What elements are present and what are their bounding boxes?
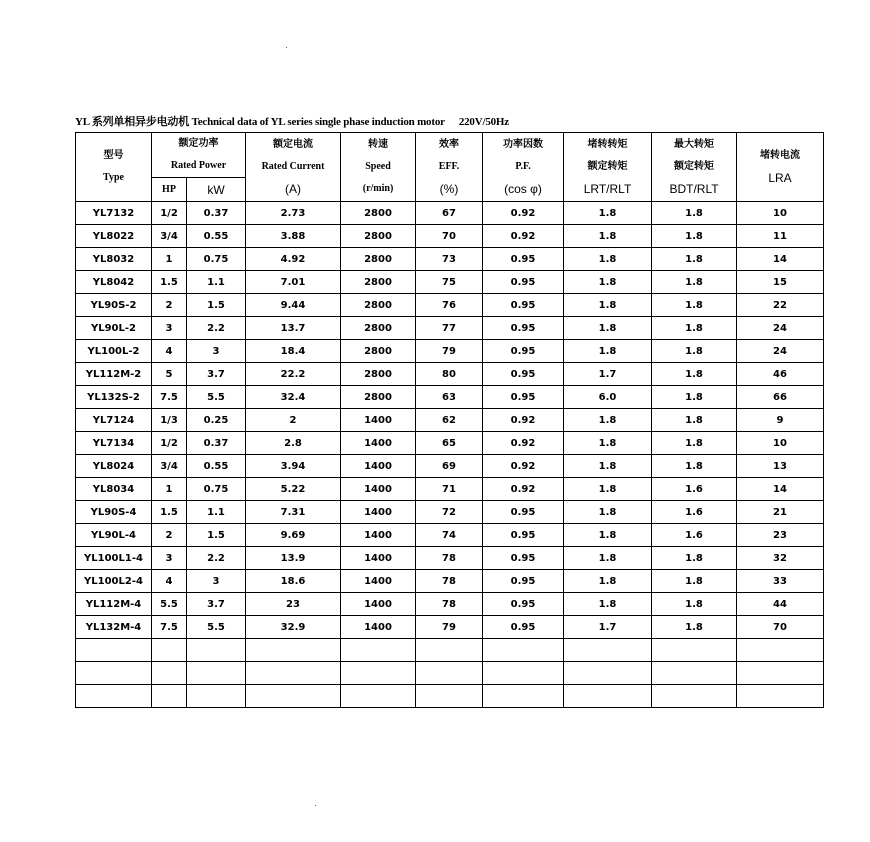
cell-speed: 2800 xyxy=(341,363,416,386)
cell-type: YL90L-4 xyxy=(76,524,152,547)
cell-pf: 0.95 xyxy=(483,248,564,271)
cell-pf: 0.95 xyxy=(483,616,564,639)
cell-lra: 66 xyxy=(737,386,824,409)
cell-hp: 4 xyxy=(152,340,187,363)
cell-type: YL132S-2 xyxy=(76,386,152,409)
cell-pf: 0.95 xyxy=(483,340,564,363)
cell-eff: 79 xyxy=(416,340,483,363)
cell-lrt: 1.7 xyxy=(564,616,652,639)
cell-lra: 24 xyxy=(737,340,824,363)
cell-bdt: 1.6 xyxy=(652,478,737,501)
cell-kw: 5.5 xyxy=(187,386,246,409)
cell-eff: 78 xyxy=(416,593,483,616)
cell-bdt: 1.8 xyxy=(652,455,737,478)
table-row xyxy=(76,317,824,340)
cell-eff: 65 xyxy=(416,432,483,455)
cell-lrt: 1.8 xyxy=(564,294,652,317)
cell-bdt: 1.8 xyxy=(652,340,737,363)
cell-lrt: 1.8 xyxy=(564,524,652,547)
cell-type: YL8024 xyxy=(76,455,152,478)
cell-hp: 3/4 xyxy=(152,225,187,248)
cell-lra: 14 xyxy=(737,248,824,271)
table-row xyxy=(76,639,824,662)
cell-eff xyxy=(416,639,483,662)
cell-eff: 77 xyxy=(416,317,483,340)
cell-lrt: 1.8 xyxy=(564,478,652,501)
cell-type xyxy=(76,662,152,685)
cell-kw: 3 xyxy=(187,570,246,593)
cell-lra: 23 xyxy=(737,524,824,547)
cell-kw: 0.25 xyxy=(187,409,246,432)
cell-current: 5.22 xyxy=(246,478,341,501)
cell-speed xyxy=(341,685,416,708)
cell-kw: 0.37 xyxy=(187,202,246,225)
cell-type: YL8022 xyxy=(76,225,152,248)
cell-lrt: 1.8 xyxy=(564,455,652,478)
cell-current: 3.88 xyxy=(246,225,341,248)
cell-eff xyxy=(416,685,483,708)
cell-current: 3.94 xyxy=(246,455,341,478)
title-voltage: 220V/50Hz xyxy=(458,116,509,128)
header-lra: 堵转电流 LRA xyxy=(737,133,824,202)
cell-kw: 2.2 xyxy=(187,317,246,340)
cell-eff: 73 xyxy=(416,248,483,271)
cell-type: YL7132 xyxy=(76,202,152,225)
cell-pf: 0.95 xyxy=(483,294,564,317)
cell-bdt: 1.8 xyxy=(652,616,737,639)
cell-eff: 70 xyxy=(416,225,483,248)
cell-bdt: 1.8 xyxy=(652,294,737,317)
cell-speed: 2800 xyxy=(341,386,416,409)
cell-lra: 13 xyxy=(737,455,824,478)
cell-type: YL7124 xyxy=(76,409,152,432)
cell-hp: 2 xyxy=(152,294,187,317)
table-row xyxy=(76,616,824,639)
cell-lra xyxy=(737,662,824,685)
cell-current: 23 xyxy=(246,593,341,616)
cell-speed: 2800 xyxy=(341,294,416,317)
table-row xyxy=(76,248,824,271)
table-row xyxy=(76,524,824,547)
cell-hp: 1 xyxy=(152,478,187,501)
cell-lrt: 1.7 xyxy=(564,363,652,386)
cell-kw: 3.7 xyxy=(187,593,246,616)
header-bdt: 最大转矩 额定转矩 BDT/RLT xyxy=(652,133,737,202)
cell-pf: 0.95 xyxy=(483,570,564,593)
cell-speed: 1400 xyxy=(341,501,416,524)
cell-speed: 2800 xyxy=(341,317,416,340)
cell-current: 18.4 xyxy=(246,340,341,363)
cell-pf: 0.95 xyxy=(483,524,564,547)
cell-current xyxy=(246,685,341,708)
cell-bdt xyxy=(652,662,737,685)
cell-hp: 1 xyxy=(152,248,187,271)
cell-lra: 32 xyxy=(737,547,824,570)
cell-pf: 0.95 xyxy=(483,363,564,386)
cell-type: YL7134 xyxy=(76,432,152,455)
cell-lrt: 1.8 xyxy=(564,593,652,616)
cell-hp: 1/3 xyxy=(152,409,187,432)
cell-pf: 0.95 xyxy=(483,386,564,409)
cell-lra: 22 xyxy=(737,294,824,317)
cell-hp: 7.5 xyxy=(152,616,187,639)
cell-current: 9.69 xyxy=(246,524,341,547)
header-lrt: 堵转转矩 额定转矩 LRT/RLT xyxy=(564,133,652,202)
cell-lrt: 1.8 xyxy=(564,570,652,593)
cell-speed: 1400 xyxy=(341,524,416,547)
title-main: YL 系列单相异步电动机 Technical data of YL series single phase induction motor xyxy=(75,116,445,128)
cell-current: 32.4 xyxy=(246,386,341,409)
cell-eff: 76 xyxy=(416,294,483,317)
cell-hp: 5 xyxy=(152,363,187,386)
cell-hp xyxy=(152,662,187,685)
cell-type: YL100L2-4 xyxy=(76,570,152,593)
cell-type: YL8042 xyxy=(76,271,152,294)
cell-eff: 67 xyxy=(416,202,483,225)
cell-kw: 1.1 xyxy=(187,271,246,294)
cell-speed xyxy=(341,662,416,685)
cell-lra: 10 xyxy=(737,432,824,455)
cell-bdt: 1.8 xyxy=(652,271,737,294)
cell-pf: 0.95 xyxy=(483,547,564,570)
cell-hp xyxy=(152,685,187,708)
cell-hp: 1.5 xyxy=(152,501,187,524)
cell-lra: 10 xyxy=(737,202,824,225)
cell-speed: 1400 xyxy=(341,570,416,593)
cell-current: 22.2 xyxy=(246,363,341,386)
table-row xyxy=(76,294,824,317)
cell-current: 2.73 xyxy=(246,202,341,225)
cell-speed: 1400 xyxy=(341,478,416,501)
cell-hp xyxy=(152,639,187,662)
cell-pf: 0.95 xyxy=(483,501,564,524)
cell-bdt: 1.8 xyxy=(652,386,737,409)
header-kw: kW xyxy=(187,178,246,202)
cell-lra: 70 xyxy=(737,616,824,639)
table-row xyxy=(76,386,824,409)
table-row xyxy=(76,432,824,455)
cell-pf xyxy=(483,662,564,685)
cell-eff: 62 xyxy=(416,409,483,432)
cell-eff: 80 xyxy=(416,363,483,386)
cell-eff: 74 xyxy=(416,524,483,547)
cell-type: YL8032 xyxy=(76,248,152,271)
cell-lrt: 1.8 xyxy=(564,547,652,570)
table-row xyxy=(76,570,824,593)
cell-type: YL100L1-4 xyxy=(76,547,152,570)
cell-speed: 1400 xyxy=(341,432,416,455)
cell-lra xyxy=(737,639,824,662)
cell-eff: 69 xyxy=(416,455,483,478)
cell-lra: 33 xyxy=(737,570,824,593)
cell-lrt: 1.8 xyxy=(564,271,652,294)
cell-kw: 0.75 xyxy=(187,248,246,271)
cell-current xyxy=(246,662,341,685)
table-body xyxy=(76,202,824,708)
cell-kw: 1.1 xyxy=(187,501,246,524)
cell-hp: 2 xyxy=(152,524,187,547)
cell-hp: 1.5 xyxy=(152,271,187,294)
header-speed: 转速 Speed (r/min) xyxy=(341,133,416,202)
cell-type xyxy=(76,639,152,662)
cell-lrt: 1.8 xyxy=(564,317,652,340)
cell-type xyxy=(76,685,152,708)
cell-eff: 71 xyxy=(416,478,483,501)
cell-eff: 79 xyxy=(416,616,483,639)
cell-bdt: 1.8 xyxy=(652,409,737,432)
table-row xyxy=(76,662,824,685)
cell-pf: 0.95 xyxy=(483,317,564,340)
cell-speed: 1400 xyxy=(341,547,416,570)
table-row xyxy=(76,593,824,616)
header-pf: 功率因数 P.F. (cos φ) xyxy=(483,133,564,202)
cell-kw xyxy=(187,685,246,708)
cell-lra: 11 xyxy=(737,225,824,248)
speck-bottom xyxy=(315,805,316,806)
speck-top xyxy=(286,47,287,48)
cell-pf: 0.92 xyxy=(483,225,564,248)
cell-type: YL90S-2 xyxy=(76,294,152,317)
cell-eff: 72 xyxy=(416,501,483,524)
cell-kw: 0.75 xyxy=(187,478,246,501)
cell-lrt xyxy=(564,662,652,685)
cell-lrt: 1.8 xyxy=(564,501,652,524)
cell-kw: 5.5 xyxy=(187,616,246,639)
cell-bdt: 1.8 xyxy=(652,248,737,271)
cell-bdt: 1.8 xyxy=(652,202,737,225)
cell-pf xyxy=(483,685,564,708)
cell-kw: 0.37 xyxy=(187,432,246,455)
cell-lrt: 1.8 xyxy=(564,225,652,248)
header-eff: 效率 EFF. (%) xyxy=(416,133,483,202)
cell-pf: 0.95 xyxy=(483,271,564,294)
table-row xyxy=(76,455,824,478)
cell-kw: 1.5 xyxy=(187,524,246,547)
cell-hp: 5.5 xyxy=(152,593,187,616)
cell-bdt: 1.8 xyxy=(652,547,737,570)
cell-lra xyxy=(737,685,824,708)
table-row xyxy=(76,202,824,225)
cell-speed: 2800 xyxy=(341,271,416,294)
cell-eff: 63 xyxy=(416,386,483,409)
cell-lrt: 1.8 xyxy=(564,409,652,432)
cell-hp: 1/2 xyxy=(152,202,187,225)
cell-speed: 2800 xyxy=(341,202,416,225)
table-row xyxy=(76,409,824,432)
cell-lrt: 1.8 xyxy=(564,432,652,455)
table-row xyxy=(76,478,824,501)
cell-pf: 0.95 xyxy=(483,593,564,616)
motor-spec-table xyxy=(75,132,824,708)
header-rated-current: 额定电流 Rated Current (A) xyxy=(246,133,341,202)
table-row xyxy=(76,501,824,524)
cell-lrt: 1.8 xyxy=(564,202,652,225)
cell-kw: 0.55 xyxy=(187,225,246,248)
header-rated-power: 额定功率 Rated Power xyxy=(152,133,246,178)
cell-eff xyxy=(416,662,483,685)
cell-kw: 3 xyxy=(187,340,246,363)
cell-type: YL90L-2 xyxy=(76,317,152,340)
cell-type: YL132M-4 xyxy=(76,616,152,639)
table-row xyxy=(76,225,824,248)
cell-type: YL8034 xyxy=(76,478,152,501)
cell-current: 9.44 xyxy=(246,294,341,317)
cell-lra: 24 xyxy=(737,317,824,340)
cell-hp: 3/4 xyxy=(152,455,187,478)
cell-current: 7.31 xyxy=(246,501,341,524)
cell-pf: 0.92 xyxy=(483,409,564,432)
cell-speed xyxy=(341,639,416,662)
cell-lrt xyxy=(564,639,652,662)
cell-eff: 75 xyxy=(416,271,483,294)
cell-current: 13.9 xyxy=(246,547,341,570)
cell-speed: 1400 xyxy=(341,616,416,639)
cell-current: 7.01 xyxy=(246,271,341,294)
cell-pf xyxy=(483,639,564,662)
cell-lra: 46 xyxy=(737,363,824,386)
cell-eff: 78 xyxy=(416,570,483,593)
cell-pf: 0.92 xyxy=(483,202,564,225)
table-row xyxy=(76,547,824,570)
cell-hp: 3 xyxy=(152,547,187,570)
cell-kw: 1.5 xyxy=(187,294,246,317)
cell-bdt: 1.8 xyxy=(652,363,737,386)
cell-current: 2 xyxy=(246,409,341,432)
cell-bdt: 1.8 xyxy=(652,317,737,340)
cell-current: 18.6 xyxy=(246,570,341,593)
cell-current xyxy=(246,639,341,662)
cell-kw xyxy=(187,639,246,662)
cell-hp: 4 xyxy=(152,570,187,593)
cell-lrt: 1.8 xyxy=(564,248,652,271)
cell-kw: 3.7 xyxy=(187,363,246,386)
cell-current: 32.9 xyxy=(246,616,341,639)
table-row xyxy=(76,271,824,294)
table-row xyxy=(76,685,824,708)
cell-lrt: 1.8 xyxy=(564,340,652,363)
cell-lrt: 6.0 xyxy=(564,386,652,409)
cell-bdt: 1.8 xyxy=(652,225,737,248)
cell-type: YL100L-2 xyxy=(76,340,152,363)
cell-lra: 15 xyxy=(737,271,824,294)
cell-kw: 2.2 xyxy=(187,547,246,570)
cell-speed: 1400 xyxy=(341,593,416,616)
cell-lra: 21 xyxy=(737,501,824,524)
cell-lra: 44 xyxy=(737,593,824,616)
cell-type: YL112M-2 xyxy=(76,363,152,386)
cell-speed: 1400 xyxy=(341,455,416,478)
cell-hp: 3 xyxy=(152,317,187,340)
cell-bdt: 1.6 xyxy=(652,524,737,547)
document-title xyxy=(75,113,509,129)
cell-bdt xyxy=(652,685,737,708)
cell-speed: 2800 xyxy=(341,340,416,363)
header-hp: HP xyxy=(152,178,187,202)
cell-bdt xyxy=(652,639,737,662)
cell-kw: 0.55 xyxy=(187,455,246,478)
cell-current: 4.92 xyxy=(246,248,341,271)
cell-bdt: 1.8 xyxy=(652,593,737,616)
cell-pf: 0.92 xyxy=(483,455,564,478)
cell-bdt: 1.6 xyxy=(652,501,737,524)
cell-kw xyxy=(187,662,246,685)
cell-lra: 9 xyxy=(737,409,824,432)
cell-type: YL112M-4 xyxy=(76,593,152,616)
cell-speed: 1400 xyxy=(341,409,416,432)
cell-pf: 0.92 xyxy=(483,432,564,455)
table-row xyxy=(76,363,824,386)
cell-lra: 14 xyxy=(737,478,824,501)
cell-speed: 2800 xyxy=(341,225,416,248)
cell-hp: 1/2 xyxy=(152,432,187,455)
cell-pf: 0.92 xyxy=(483,478,564,501)
cell-hp: 7.5 xyxy=(152,386,187,409)
cell-lrt xyxy=(564,685,652,708)
cell-current: 13.7 xyxy=(246,317,341,340)
cell-type: YL90S-4 xyxy=(76,501,152,524)
cell-bdt: 1.8 xyxy=(652,432,737,455)
table-row xyxy=(76,340,824,363)
cell-speed: 2800 xyxy=(341,248,416,271)
cell-bdt: 1.8 xyxy=(652,570,737,593)
cell-current: 2.8 xyxy=(246,432,341,455)
cell-eff: 78 xyxy=(416,547,483,570)
header-type: 型号 Type xyxy=(76,133,152,202)
